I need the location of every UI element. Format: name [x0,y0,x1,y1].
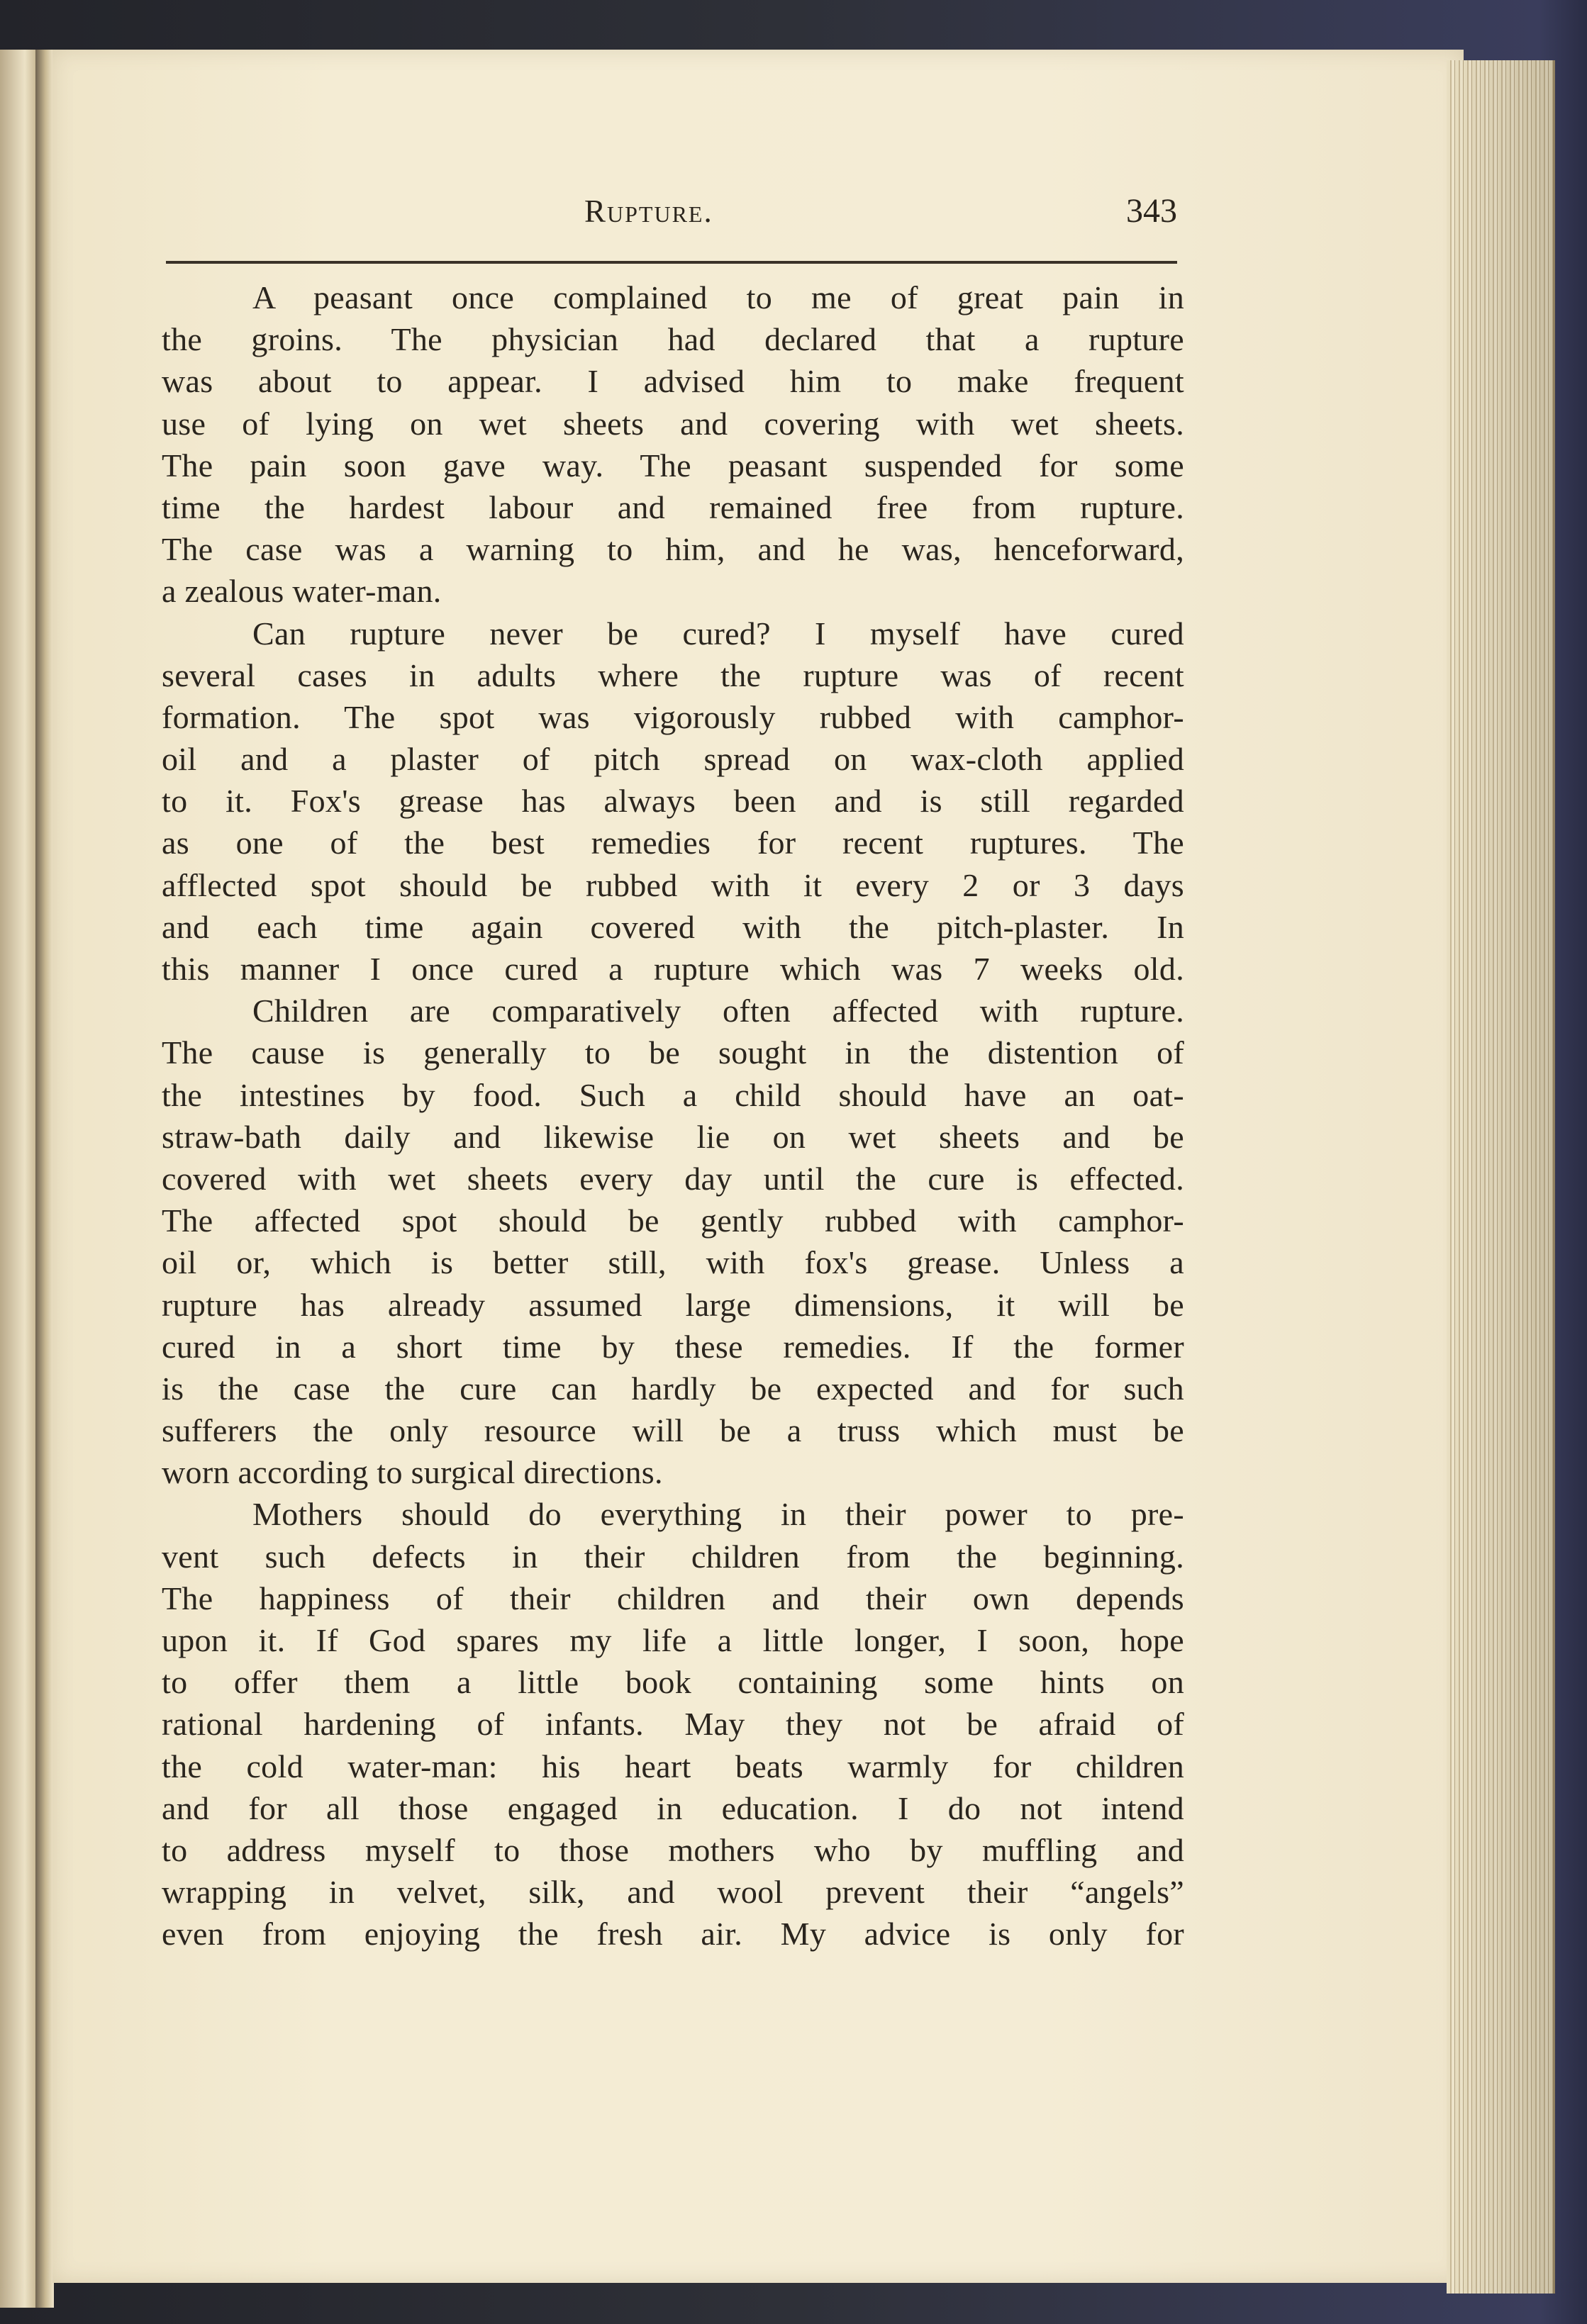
text-line: straw-bath daily and likewise lie on wet sheets and be [162,1118,1184,1155]
text-line: The happiness of their children and their own depends [162,1580,1184,1616]
body-text [162,276,1184,1955]
page-number: 343 [1126,192,1177,230]
text-line: sufferers the only resource will be a truss which must be [162,1412,1184,1449]
text-line: formation. The spot was vigorously rubbed with camphor- [162,698,1184,735]
text-line: The case was a warning to him, and he was, henceforward, [162,531,1184,568]
text-line: upon it. If God spares my life a little longer, I soon, hope [162,1622,1184,1658]
text-line: use of lying on wet sheets and covering with wet sheets. [162,405,1184,442]
text-line: was about to appear. I advised him to make frequent [162,363,1184,400]
previous-page-edge [0,50,37,2308]
text-line: covered with wet sheets every day until the cure is effected. [162,1160,1184,1197]
text-line: Children are comparatively often affected with rupture. [252,993,1184,1029]
header-rule [166,261,1177,264]
text-line: to offer them a little book containing some hints on [162,1664,1184,1701]
text-line: and for all those engaged in education. I do not intend [162,1789,1184,1826]
text-line: oil and a plaster of pitch spread on wax-cloth applied [162,741,1184,778]
text-line: worn according to surgical directions. [162,1454,663,1491]
text-line: as one of the best remedies for recent ruptures. The [162,825,1184,861]
text-line: rupture has already assumed large dimensions, it will be [162,1286,1184,1323]
text-line: several cases in adults where the rupture was of recent [162,657,1184,693]
text-line: time the hardest labour and remained free from rupture. [162,488,1184,525]
text-line: cured in a short time by these remedies. If the former [162,1328,1184,1365]
text-line: a zealous water-man. [162,573,442,610]
running-title: Rupture. [584,194,713,229]
text-line: rational hardening of infants. May they not be afraid of [162,1706,1184,1743]
text-line: A peasant once complained to me of great pain in [252,279,1184,315]
page-header [166,193,1177,235]
text-line: vent such defects in their children from the beginning. [162,1538,1184,1575]
text-line: and each time again covered with the pitch-plaster. In [162,908,1184,945]
text-line: The pain soon gave way. The peasant suspended for some [162,447,1184,484]
text-line: the intestines by food. Such a child should have an oat- [162,1076,1184,1113]
text-line: the groins. The physician had declared that a rupture [162,321,1184,358]
text-line: this manner I once cured a rupture which was 7 weeks old. [162,951,1184,987]
text-line: afflected spot should be rubbed with it every 2 or 3 days [162,866,1184,903]
text-line: oil or, which is better still, with fox's grease. Unless a [162,1244,1184,1281]
text-line: is the case the cure can hardly be expected and for such [162,1370,1184,1407]
text-line: The cause is generally to be sought in the distention of [162,1034,1184,1071]
text-line: even from enjoying the fresh air. My advice is only for [162,1916,1184,1953]
page-gutter [35,50,54,2308]
page-edges-shade [1447,60,1553,2294]
text-line: to address myself to those mothers who by muffling and [162,1831,1184,1868]
text-line: the cold water-man: his heart beats warmly for children [162,1748,1184,1784]
text-line: Mothers should do everything in their power to pre- [252,1496,1184,1533]
text-line: to it. Fox's grease has always been and is still regarded [162,783,1184,820]
text-line: The affected spot should be gently rubbed with camphor- [162,1202,1184,1239]
text-line: wrapping in velvet, silk, and wool prevent their “angels” [162,1874,1184,1911]
text-line: Can rupture never be cured? I myself have cured [252,615,1184,652]
